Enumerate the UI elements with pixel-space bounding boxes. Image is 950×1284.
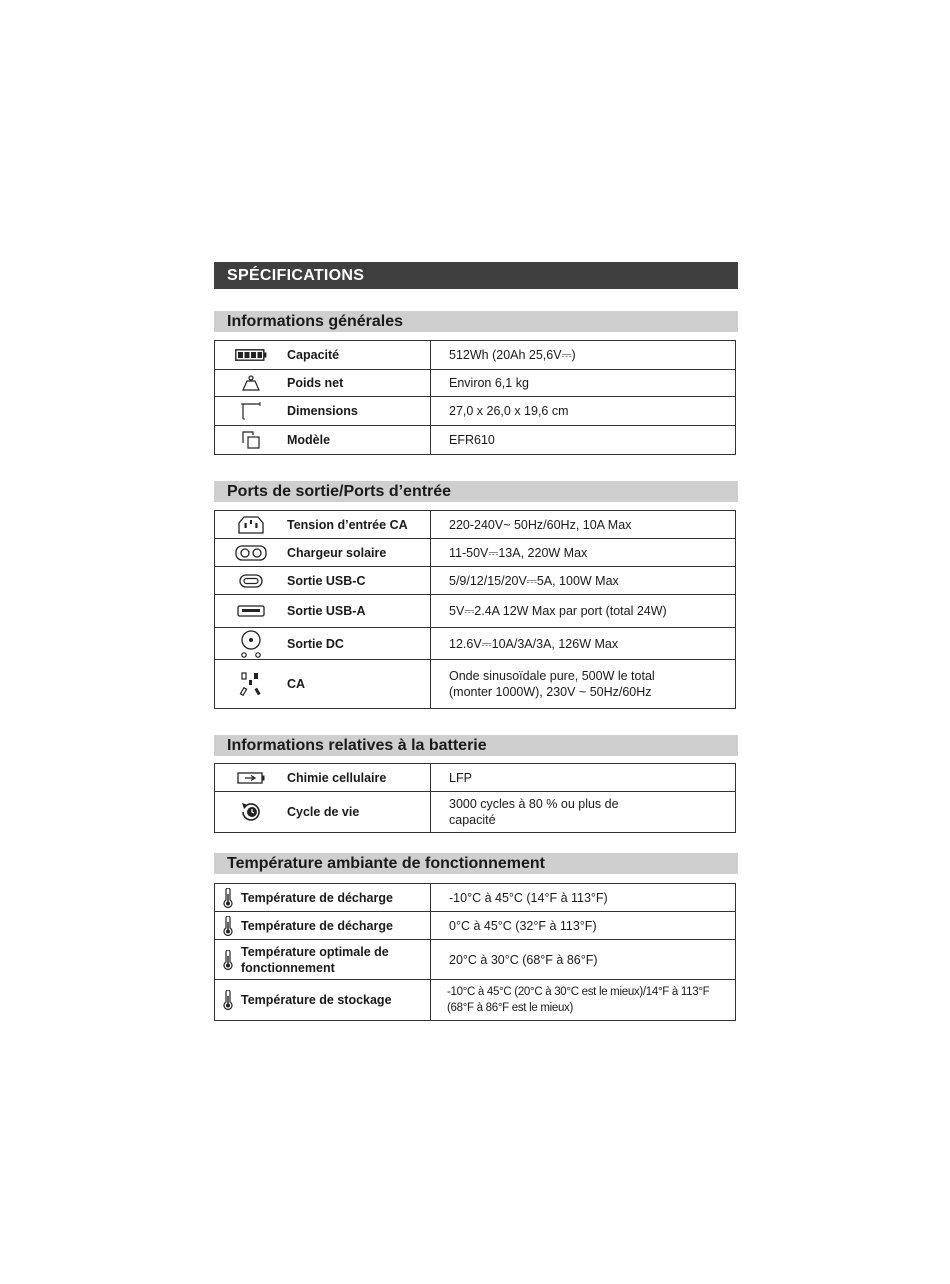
row-label: Sortie USB-C bbox=[287, 573, 366, 588]
row-value: 11-50V⎓13A, 220W Max bbox=[431, 539, 736, 567]
section-heading-general: Informations générales bbox=[214, 311, 738, 332]
table-row bbox=[215, 764, 736, 792]
ports-table bbox=[214, 510, 736, 709]
usb-c-icon bbox=[215, 574, 287, 588]
row-value: EFR610 bbox=[431, 426, 736, 455]
row-value: -10°C à 45°C (14°F à 113°F) bbox=[431, 884, 736, 912]
thermometer-icon bbox=[215, 888, 241, 908]
table-row bbox=[215, 511, 736, 539]
row-value: LFP bbox=[431, 764, 736, 792]
row-value: 0°C à 45°C (32°F à 113°F) bbox=[431, 912, 736, 940]
row-value: 220-240V~ 50Hz/60Hz, 10A Max bbox=[431, 511, 736, 539]
row-label: Température optimale de fonctionnement bbox=[241, 944, 389, 975]
model-icon bbox=[215, 430, 287, 450]
table-row bbox=[215, 539, 736, 567]
row-value: 5V⎓2.4A 12W Max par port (total 24W) bbox=[431, 595, 736, 628]
table-row bbox=[215, 397, 736, 426]
row-label: Modèle bbox=[287, 433, 331, 447]
row-value: 27,0 x 26,0 x 19,6 cm bbox=[431, 397, 736, 426]
page-title: SPÉCIFICATIONS bbox=[214, 262, 738, 289]
ruler-icon bbox=[215, 402, 287, 420]
battery-icon bbox=[215, 349, 287, 361]
row-label: Sortie USB-A bbox=[287, 604, 366, 618]
row-value: 3000 cycles à 80 % ou plus de capacité bbox=[431, 792, 736, 833]
row-label: Capacité bbox=[287, 348, 340, 362]
section-heading-temperature: Température ambiante de fonctionnement bbox=[214, 853, 738, 874]
table-row bbox=[215, 884, 736, 912]
cycle-life-icon bbox=[215, 800, 287, 824]
usb-a-icon bbox=[215, 605, 287, 617]
row-value: -10°C à 45°C (20°C à 30°C est le mieux)/14°F à 113°F (68°F à 86°F est le mieux) bbox=[431, 980, 736, 1021]
row-label: Température de décharge bbox=[241, 890, 393, 905]
table-row bbox=[215, 940, 736, 980]
table-row bbox=[215, 426, 736, 455]
table-row bbox=[215, 341, 736, 370]
row-label: Poids net bbox=[287, 376, 344, 390]
row-label: Dimensions bbox=[287, 404, 358, 418]
table-row bbox=[215, 980, 736, 1021]
row-label: Chimie cellulaire bbox=[287, 770, 387, 785]
table-row bbox=[215, 567, 736, 595]
row-value: 5/9/12/15/20V⎓5A, 100W Max bbox=[431, 567, 736, 595]
row-label: Cycle de vie bbox=[287, 805, 360, 819]
solar-port-icon bbox=[215, 545, 287, 561]
temperature-table bbox=[214, 883, 736, 1021]
weight-icon bbox=[215, 375, 287, 391]
table-row bbox=[215, 370, 736, 397]
dc-output-icon bbox=[215, 629, 287, 659]
row-label: Température de décharge bbox=[241, 918, 393, 933]
row-label: CA bbox=[287, 677, 306, 691]
thermometer-icon bbox=[215, 916, 241, 936]
row-label: Chargeur solaire bbox=[287, 545, 387, 560]
row-label: Température de stockage bbox=[241, 993, 392, 1007]
table-row bbox=[215, 660, 736, 709]
ac-outlet-icon bbox=[215, 670, 287, 698]
row-value: Environ 6,1 kg bbox=[431, 370, 736, 397]
row-label: Sortie DC bbox=[287, 636, 344, 651]
ac-input-icon bbox=[215, 515, 287, 535]
battery-table bbox=[214, 763, 736, 833]
battery-cell-icon bbox=[215, 772, 287, 784]
row-value: 12.6V⎓10A/3A/3A, 126W Max bbox=[431, 628, 736, 660]
thermometer-icon bbox=[215, 990, 241, 1010]
section-heading-battery: Informations relatives à la batterie bbox=[214, 735, 738, 756]
row-value: Onde sinusoïdale pure, 500W le total (monter 1000W), 230V ~ 50Hz/60Hz bbox=[431, 660, 736, 709]
table-row bbox=[215, 595, 736, 628]
table-row bbox=[215, 792, 736, 833]
table-row bbox=[215, 912, 736, 940]
row-label: Tension d’entrée CA bbox=[287, 517, 408, 532]
row-value: 512Wh (20Ah 25,6V⎓) bbox=[431, 341, 736, 370]
thermometer-icon bbox=[215, 950, 241, 970]
general-info-table bbox=[214, 340, 736, 455]
table-row bbox=[215, 628, 736, 660]
section-heading-ports: Ports de sortie/Ports d’entrée bbox=[214, 481, 738, 502]
row-value: 20°C à 30°C (68°F à 86°F) bbox=[431, 940, 736, 980]
